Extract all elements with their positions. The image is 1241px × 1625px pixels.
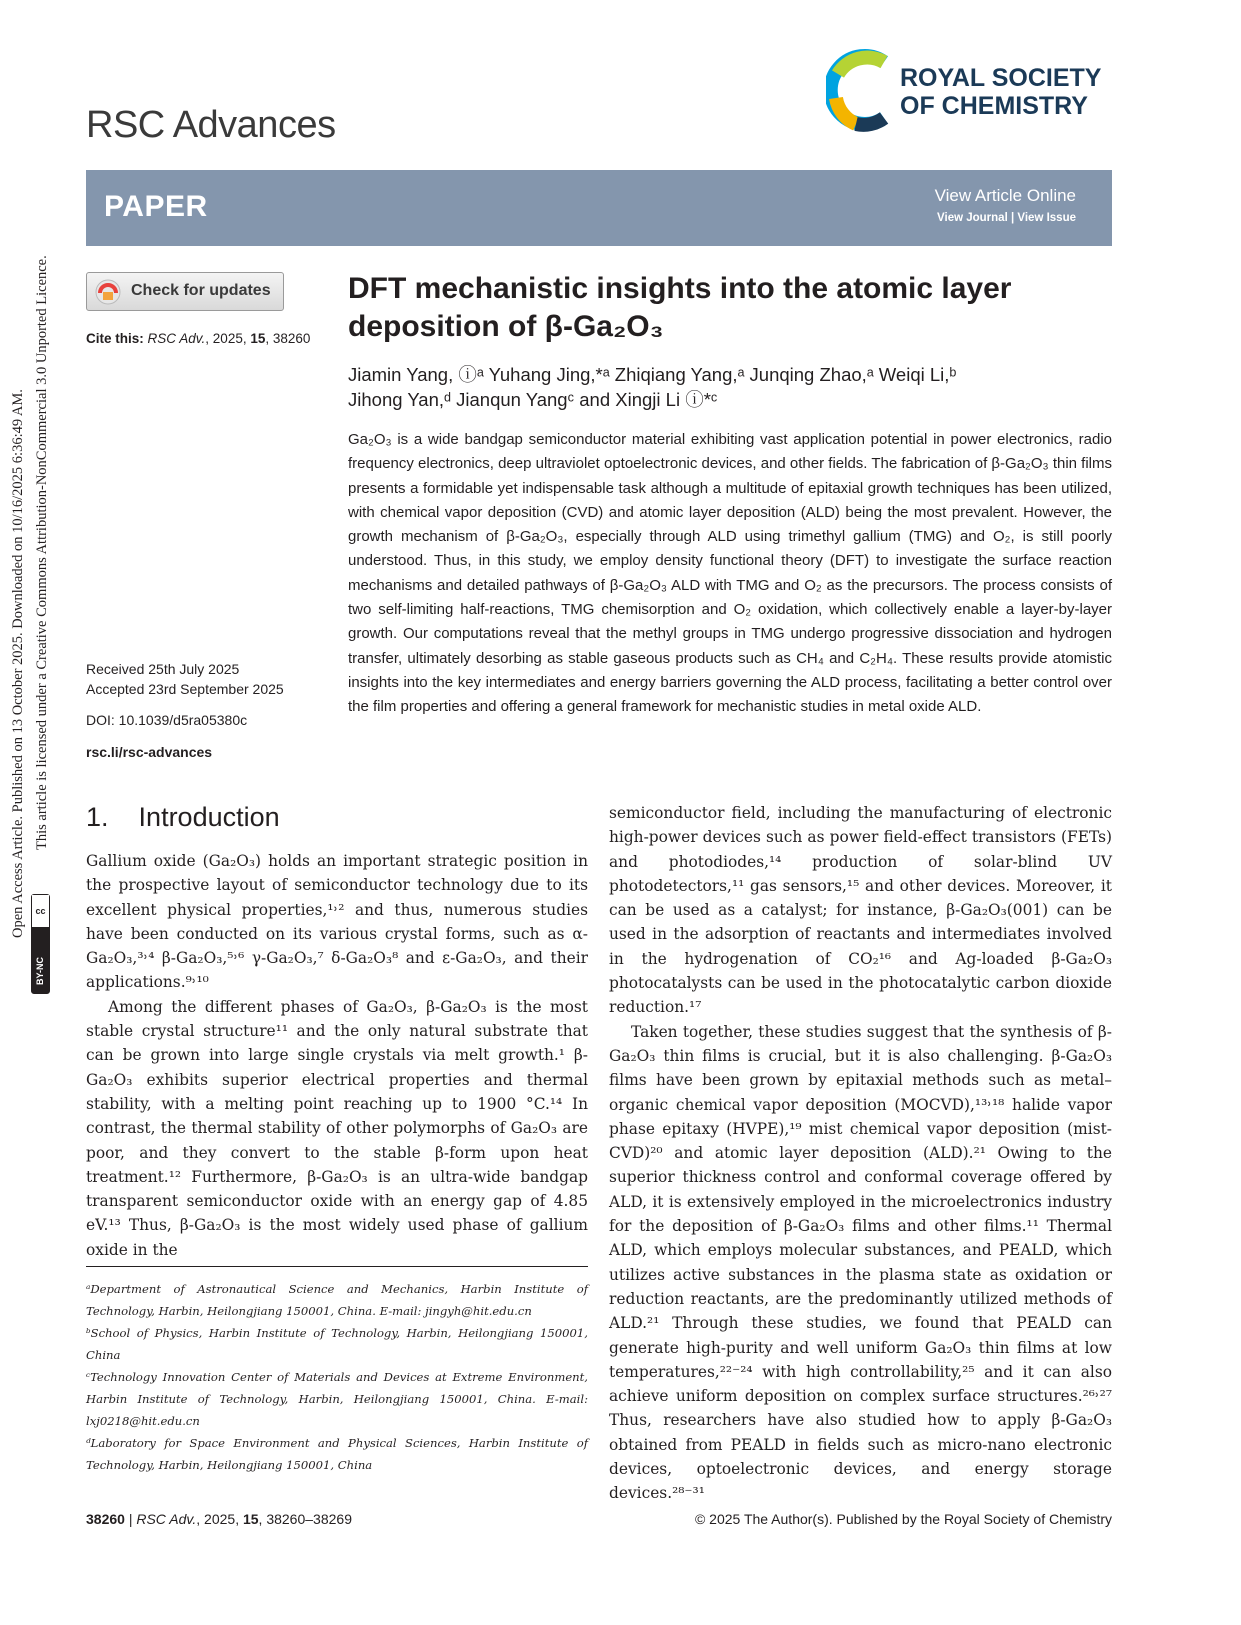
check-updates-icon	[95, 279, 121, 305]
affiliation-a: ᵃDepartment of Astronautical Science and Mechanics, Harbin Institute of Technology, Harbin, Heilongjiang 150001, China. E-mail: jingyh@hit.edu.cn	[86, 1282, 588, 1318]
view-issue-link[interactable]: View Issue	[1017, 212, 1076, 224]
cc-by-nc-badge[interactable]	[31, 894, 50, 994]
footer-volume: 15	[242, 1511, 259, 1527]
paragraph: Gallium oxide (Ga₂O₃) holds an important strategic position in the prospective layout of semiconductor technology due to its excellent physical properties,¹˒² and thus, numerous studies have been conducted on its various crystal forms, such as α-Ga₂O₃,³˒⁴ β-Ga₂O₃,⁵˒⁶ γ-Ga₂O₃,⁷ δ-Ga₂O₃⁸ and ε-Ga₂O₃, and their applications.⁹˒¹⁰	[86, 852, 588, 992]
author-list	[348, 362, 1128, 412]
affiliations	[86, 1278, 588, 1476]
received-date: Received 25th July 2025	[86, 661, 240, 677]
journal-issue-links	[937, 212, 1076, 224]
page-footer-left	[86, 1511, 352, 1527]
view-article-online-link[interactable]: View Article Online	[934, 186, 1076, 205]
section-title: Introduction	[138, 802, 280, 832]
cite-year: , 2025,	[205, 331, 251, 346]
rsc-ring-icon	[826, 48, 898, 132]
journal-link[interactable]: rsc.li/rsc-advances	[86, 744, 213, 760]
view-journal-link[interactable]: View Journal	[937, 212, 1008, 224]
licence-notice[interactable]: This article is licensed under a Creative Commons Attribution-NonCommercial 3.0 Unported Licence.	[34, 255, 50, 850]
abstract: Ga₂O₃ is a wide bandgap semiconductor material exhibiting vast application potential in power electronics, radio frequency electronics, deep ultraviolet optoelectronic devices, and other fields. The fabrication of β-Ga₂O₃ thin films presents a formidable yet indispensable task although a multitude of epitaxial growth techniques has been utilized, with chemical vapor deposition (CVD) and atomic layer deposition (ALD) being the most prevalent. However, the growth mechanism of β-Ga₂O₃, especially through ALD using trimethyl gallium (TMG) and O₂, is still poorly understood. Thus, in this study, we employ density functional theory (DFT) to investigate the surface reaction mechanisms and detailed pathways of β-Ga₂O₃ ALD with TMG and O₂ as the precursors. The process consists of two self-limiting half-reactions, TMG chemisorption and O₂ oxidation, which collectively enable a layer-by-layer growth. Our computations reveal that the methyl groups in TMG undergo progressive dissociation and hydrogen transfer, ultimately desorbing as stable gaseous products such as CH₄ and C₂H₄. These results provide atomistic insights into the key intermediates and energy barriers governing the ALD process, facilitating a better control over the film properties and offering a general framework for mechanistic studies in metal oxide ALD.	[348, 431, 1113, 716]
page-number: 38260	[86, 1511, 125, 1527]
open-access-notice: Open Access Article. Published on 13 October 2025. Downloaded on 10/16/2025 6:36:49 AM.	[10, 389, 26, 938]
footnote-divider	[86, 1266, 588, 1267]
cite-volume: 15	[250, 331, 266, 346]
link-separator: |	[1010, 212, 1015, 224]
section-heading	[86, 802, 280, 833]
section-number: 1.	[86, 802, 109, 832]
cite-page: , 38260	[265, 331, 311, 346]
paragraph: semiconductor field, including the manufacturing of electronic high-power devices such as power field-effect transistors (FETs) and photodiodes,¹⁴ production of solar-blind UV photodetectors,¹¹ gas sensors,¹⁵ and other devices. Moreover, it can be used as a catalyst; for instance, β-Ga₂O₃(001) can be used in the adsorption of reactants and intermediates involved in the hydrogenation of CO₂¹⁶ and Ag-loaded β-Ga₂O₃ photocatalysts can be used in the photocatalytic carbon dioxide reduction.¹⁷	[609, 804, 1112, 1017]
paragraph: Taken together, these studies suggest that the synthesis of β-Ga₂O₃ thin films is crucial, but it is also challenging. β-Ga₂O₃ films have been grown by epitaxial methods such as metal–organic chemical vapor deposition (MOCVD),¹³˒¹⁸ halide vapor phase epitaxy (HVPE),¹⁹ mist chemical vapor deposition (mist-CVD)²⁰ and atomic layer deposition (ALD).²¹ Owing to the superior thickness control and conformal coverage offered by ALD, it is extensively employed in the microelectronics industry for the deposition of β-Ga₂O₃ films and other films.¹¹ Thermal ALD, which employs molecular substances, and PEALD, which utilizes active substances in the plasma state as oxidation or reduction reactants, are the predominantly utilized methods of ALD.²¹ Through these studies, we found that PEALD can generate high-purity and well uniform Ga₂O₃ thin films at low temperatures,²²⁻²⁴ with high controllability,²⁵ and it can also achieve uniform deposition on complex surface structures.²⁶˒²⁷ Thus, researchers have also studied how to apply β-Ga₂O₃ obtained from PEALD in fields such as micro-nano electronic devices, optoelectronic devices, and energy storage devices.²⁸⁻³¹	[609, 1022, 1112, 1503]
cite-label: Cite this:	[86, 331, 144, 346]
accepted-date: Accepted 23rd September 2025	[86, 681, 284, 697]
doi[interactable]: DOI: 10.1039/d5ra05380c	[86, 712, 248, 728]
footer-pages: , 38260–38269	[258, 1511, 352, 1527]
body-column-left	[86, 849, 588, 1262]
affiliation-b: ᵇSchool of Physics, Harbin Institute of Technology, Harbin, Heilongjiang 150001, China	[86, 1326, 588, 1362]
article-type: PAPER	[104, 190, 208, 223]
rsc-logo[interactable]	[826, 48, 1116, 133]
paragraph: Among the different phases of Ga₂O₃, β-Ga₂O₃ is the most stable crystal structure¹¹ and the only natural substrate that can be grown into large single crystals via melt growth.¹ β-Ga₂O₃ exhibits superior electrical properties and thermal stability, with a melting point reaching up to 1900 °C.¹⁴ In contrast, the thermal stability of other polymorphs of Ga₂O₃ are poor, and they convert to the stable β-form upon heat treatment.¹² Furthermore, β-Ga₂O₃ is an ultra-wide bandgap transparent semiconductor oxide with an energy gap of 4.85 eV.¹³ Thus, β-Ga₂O₃ is the most widely used phase of gallium oxide in the	[86, 997, 588, 1259]
cite-journal: RSC Adv.	[147, 331, 206, 346]
authors-line2: Jihong Yan,ᵈ Jianqun Yangᶜ and Xingji Li ⓘ*ᶜ	[348, 389, 718, 410]
check-updates-label: Check for updates	[131, 282, 271, 299]
by-nc-label: BY-NC	[35, 956, 45, 985]
article-banner	[86, 170, 1112, 246]
body-column-right	[609, 801, 1112, 1506]
footer-year: , 2025,	[196, 1511, 243, 1527]
title-line1: DFT mechanistic insights into the atomic layer	[348, 272, 1012, 305]
copyright: © 2025 The Author(s). Published by the Royal Society of Chemistry	[694, 1511, 1112, 1527]
authors-line1: Jiamin Yang, ⓘᵃ Yuhang Jing,*ᵃ Zhiqiang Yang,ᵃ Junqing Zhao,ᵃ Weiqi Li,ᵇ	[348, 364, 957, 385]
cc-icon: cc	[32, 895, 49, 927]
affiliation-d: ᵈLaboratory for Space Environment and Physical Sciences, Harbin Institute of Technology, Harbin, Heilongjiang 150001, China	[86, 1436, 588, 1472]
footer-journal: RSC Adv.	[136, 1511, 197, 1527]
footer-sep: |	[124, 1511, 137, 1527]
publisher-line2: OF CHEMISTRY	[900, 92, 1088, 120]
check-for-updates-button[interactable]	[86, 272, 284, 311]
journal-name: RSC Advances	[86, 104, 336, 146]
publisher-line1: ROYAL SOCIETY	[900, 64, 1102, 92]
cite-this	[86, 331, 310, 346]
article-title	[348, 270, 1108, 346]
title-line2: deposition of β-Ga₂O₃	[348, 310, 664, 343]
affiliation-c: ᶜTechnology Innovation Center of Materials and Devices at Extreme Environment, Harbin Institute of Technology, Harbin, Heilongjiang 150001, China. E-mail: lxj0218@hit.edu.cn	[86, 1370, 588, 1428]
